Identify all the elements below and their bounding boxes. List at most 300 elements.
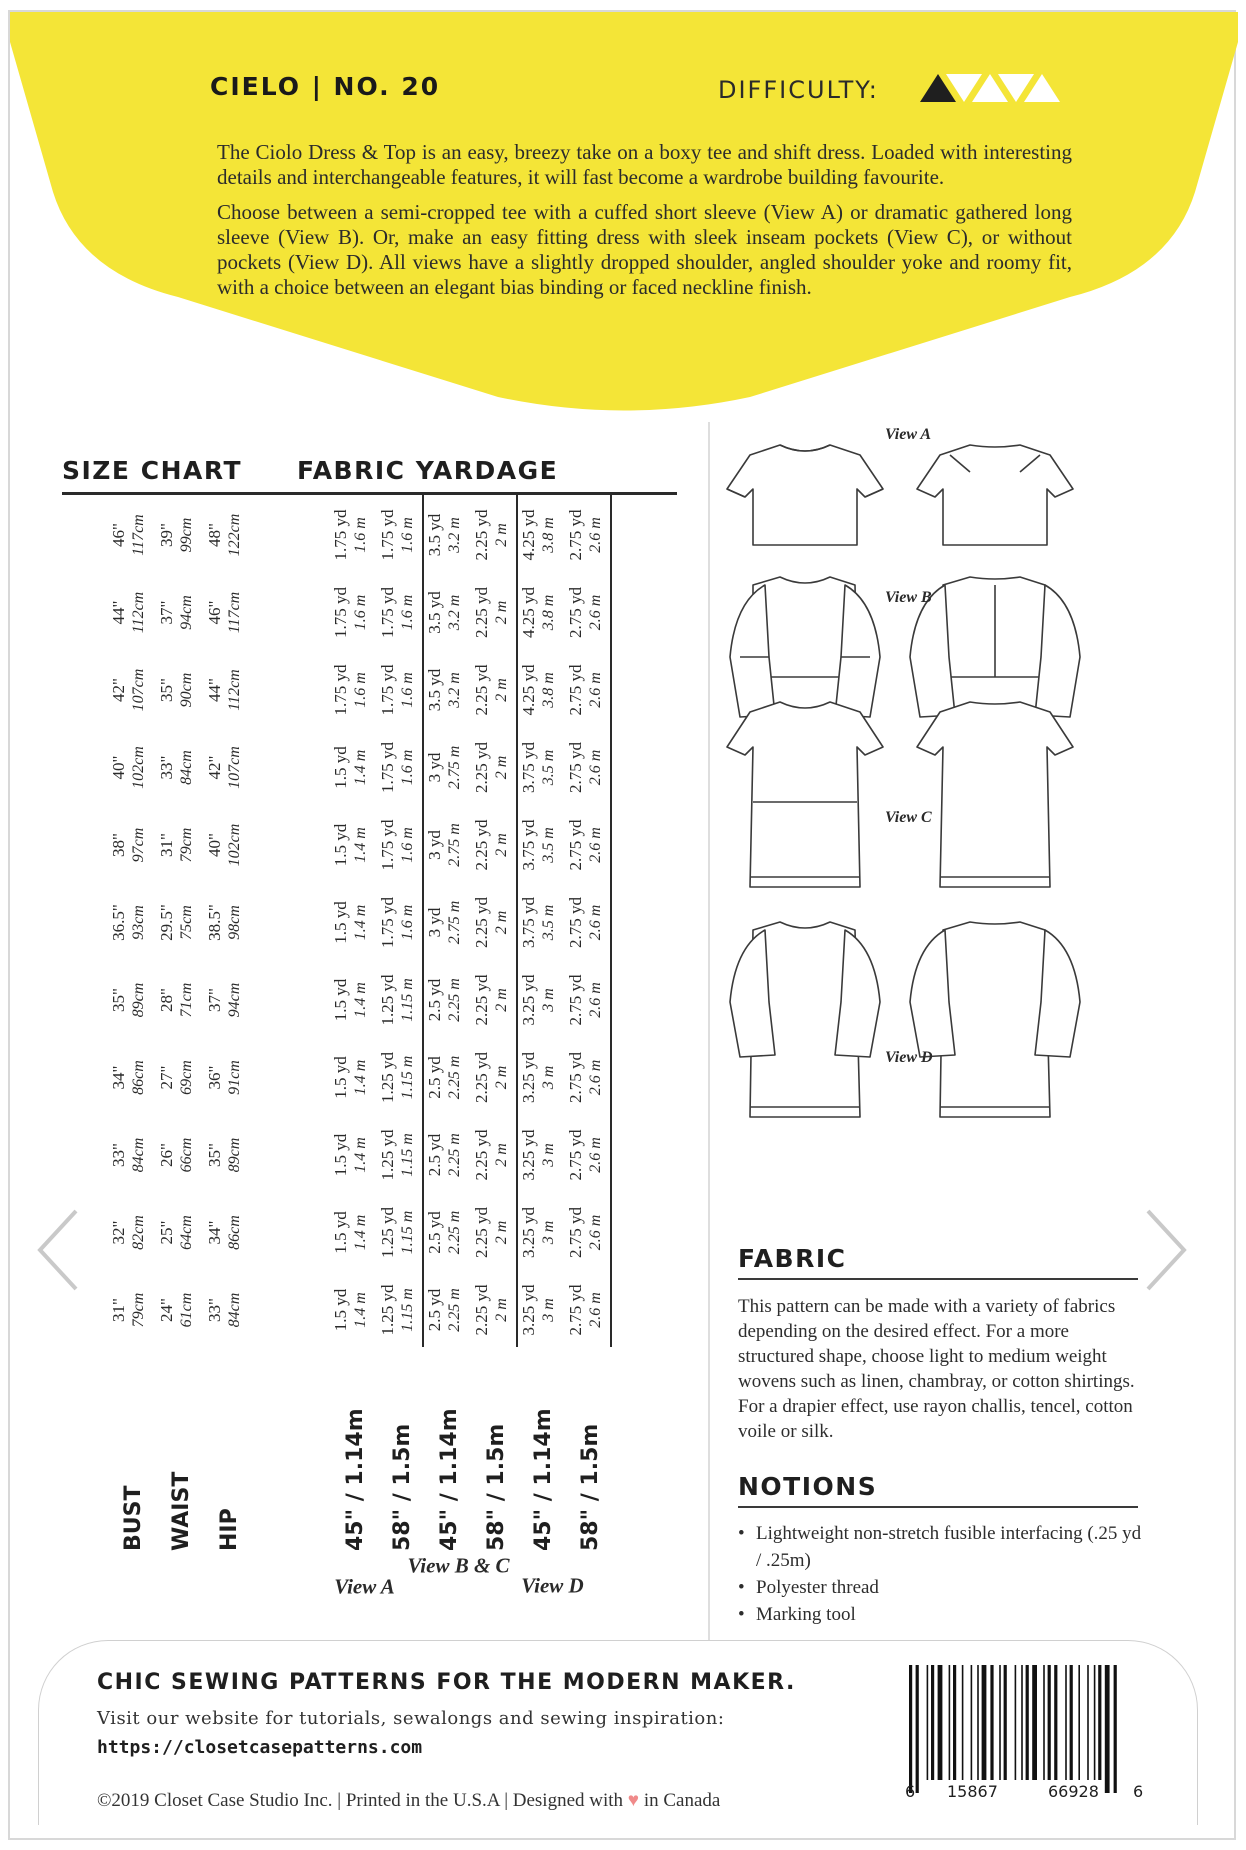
view-d-label: View D (885, 1049, 933, 1066)
barcode-bar (1021, 1665, 1023, 1780)
barcode-bar (1043, 1665, 1045, 1780)
yardage-value: 4.25 yd (519, 587, 538, 638)
yardage-value-m: 2 m (493, 1143, 510, 1167)
yardage-row-label: 58" / 1.5m (483, 1423, 509, 1551)
yardage-value: 2.75 yd (566, 1284, 585, 1336)
barcode-bar (999, 1665, 1001, 1780)
yardage-value: 2.75 yd (566, 974, 585, 1026)
copyright-text-start: ©2019 Closet Case Studio Inc. | Printed in the U.S.A | Designed with (97, 1790, 628, 1811)
yardage-row-label: 45" / 1.14m (342, 1408, 368, 1551)
size-value: 37" (157, 600, 176, 625)
view-b-front-drawing (730, 577, 880, 717)
yardage-value: 1.75 yd (378, 742, 397, 793)
yardage-value-m: 2.25 m (446, 1133, 463, 1177)
size-header: 12 (299, 833, 320, 857)
barcode-bar (953, 1665, 956, 1780)
size-header: 8 (67, 994, 88, 1006)
yardage-row-label: 45" / 1.14m (436, 1408, 462, 1551)
size-header: 14 (67, 755, 88, 780)
yardage-value: 1.25 yd (378, 974, 397, 1026)
yardage-value-m: 2.75 m (446, 900, 463, 945)
size-value-cm: 61cm (178, 1292, 195, 1328)
yardage-value: 1.75 yd (331, 509, 350, 561)
pattern-envelope (8, 10, 1236, 1840)
yardage-value-m: 2.25 m (446, 1288, 463, 1332)
copyright-text-end: in Canada (639, 1790, 721, 1811)
yardage-value: 1.5 yd (331, 978, 350, 1022)
size-value: 46" (205, 600, 224, 625)
size-header: 6 (299, 1071, 320, 1084)
size-value: 33" (205, 1298, 224, 1322)
size-value-cm: 79cm (178, 827, 195, 863)
yardage-value-m: 1.6 m (399, 672, 416, 708)
yardage-value: 1.5 yd (331, 901, 350, 944)
yardage-value: 2.25 yd (472, 974, 491, 1026)
yardage-value: 3.25 yd (519, 1052, 538, 1103)
yardage-value: 1.5 yd (331, 823, 350, 867)
size-header: 18 (67, 600, 88, 625)
size-header: 2 (67, 1226, 88, 1239)
barcode-bar (1070, 1665, 1073, 1780)
size-value-cm: 84cm (178, 750, 195, 785)
yardage-value: 3.25 yd (519, 974, 538, 1026)
size-value: 32" (109, 1220, 128, 1245)
column-divider (708, 422, 710, 1652)
size-value-cm: 94cm (226, 982, 243, 1018)
size-value: 31" (157, 833, 176, 857)
barcode-bar (927, 1665, 929, 1780)
notions-heading-rule (738, 1506, 1138, 1508)
size-value: 39" (157, 523, 176, 547)
size-header: 0 (299, 1304, 320, 1316)
yardage-value-m: 1.4 m (352, 749, 369, 786)
size-value: 44" (109, 600, 128, 625)
yardage-value: 3.25 yd (519, 1129, 538, 1181)
yardage-value: 1.75 yd (378, 509, 397, 561)
size-value: 34" (205, 1220, 224, 1245)
view-c-front-drawing (727, 702, 883, 887)
yardage-value-m: 2.6 m (587, 1292, 604, 1328)
size-header: 6 (67, 1071, 88, 1084)
yardage-value-m: 1.15 m (399, 978, 416, 1022)
yardage-value: 1.5 yd (331, 1288, 350, 1332)
yardage-value: 3 yd (425, 752, 444, 783)
yardage-row-label: 45" / 1.14m (530, 1408, 556, 1551)
size-value-cm: 64cm (178, 1215, 195, 1250)
size-value-cm: 112cm (226, 669, 243, 711)
view-c-label: View C (885, 809, 932, 826)
yardage-value: 2.5 yd (425, 1211, 444, 1254)
yardage-value-m: 2.6 m (587, 672, 604, 708)
yardage-value: 2.75 yd (566, 819, 585, 871)
size-header: 4 (67, 1149, 88, 1161)
yardage-value-m: 2.6 m (587, 1214, 604, 1251)
yardage-value-m: 2.6 m (587, 1059, 604, 1096)
size-value-cm: 117cm (130, 514, 147, 556)
size-header: 20 (299, 523, 320, 547)
yardage-value: 3.5 yd (425, 513, 444, 557)
size-value: 48" (205, 523, 224, 547)
size-value: 25" (157, 1220, 176, 1245)
yardage-value-m: 1.6 m (399, 594, 416, 631)
footer-visit-text: Visit our website for tutorials, sewalongs and sewing inspiration: (97, 1708, 725, 1729)
copyright-line (97, 1790, 720, 1812)
barcode-bar (1078, 1665, 1080, 1780)
yardage-row-label: 58" / 1.5m (389, 1423, 415, 1551)
size-value: 42" (205, 755, 224, 780)
yardage-value: 1.75 yd (331, 664, 350, 716)
yardage-value-m: 2.6 m (587, 749, 604, 786)
notions-item: • Marking tool (738, 1601, 1148, 1628)
size-header: 12 (67, 833, 88, 857)
yardage-value: 2.25 yd (472, 1284, 491, 1336)
chevron-right-icon[interactable] (1140, 1205, 1192, 1295)
yardage-value: 2.25 yd (472, 742, 491, 793)
yardage-value-m: 2 m (493, 678, 510, 702)
yardage-value: 1.75 yd (378, 664, 397, 716)
yardage-value: 3 yd (425, 907, 444, 938)
barcode-digit-group: 6 (905, 1782, 916, 1801)
yardage-value: 2.75 yd (566, 664, 585, 716)
size-value-cm: 90cm (178, 672, 195, 708)
size-value-cm: 79cm (130, 1292, 147, 1328)
size-header: 14 (299, 755, 320, 780)
size-chart-heading: SIZE CHART (62, 456, 243, 485)
yardage-value: 2.25 yd (472, 897, 491, 948)
barcode-digits (905, 1782, 1145, 1806)
yardage-value-m: 1.15 m (399, 1210, 416, 1255)
yardage-value: 3.5 yd (425, 668, 444, 712)
yardage-value-m: 1.6 m (352, 517, 369, 553)
pattern-title: CIELO | NO. 20 (210, 72, 441, 101)
size-value-cm: 94cm (178, 595, 195, 630)
yardage-value-m: 3 m (540, 1065, 557, 1090)
yardage-value-m: 1.6 m (399, 749, 416, 786)
chevron-left-icon[interactable] (32, 1205, 84, 1295)
yardage-value: 2.25 yd (472, 587, 491, 638)
barcode-bar (938, 1665, 943, 1780)
yardage-value: 1.5 yd (331, 1211, 350, 1254)
barcode-digit-group: 66928 (1048, 1782, 1099, 1801)
yardage-value-m: 1.15 m (399, 1055, 416, 1100)
yardage-value-m: 3.2 m (446, 517, 463, 553)
size-value-cm: 107cm (226, 746, 243, 789)
barcode-bar (1054, 1665, 1057, 1780)
size-header: 16 (67, 678, 88, 702)
yardage-view-label: View A (334, 1574, 395, 1599)
notions-item: • Lightweight non-stretch fusible interfacing (.25 yd / .25m) (738, 1520, 1148, 1574)
barcode-bar (1026, 1665, 1029, 1780)
website-link[interactable]: https://closetcasepatterns.com (97, 1737, 423, 1758)
yardage-value: 2.25 yd (472, 819, 491, 871)
barcode-bar (977, 1665, 979, 1780)
yardage-value-m: 1.6 m (399, 904, 416, 941)
size-value: 35" (109, 988, 128, 1012)
intro-paragraph-2: Choose between a semi-cropped tee with a cuffed short sleeve (View A) or dramatic gathered long sleeve (View B). Or, make an easy fitting dress with sleek inseam pockets (View C), or without pockets (View D). All views have a slightly dropped shoulder, angled shoulder yoke and roomy fit, with a choice between an elegant bias binding or faced neckline finish. (217, 200, 1072, 299)
yardage-value: 4.25 yd (519, 664, 538, 716)
heart-icon: ♥ (627, 1790, 640, 1811)
yardage-value: 3 yd (425, 830, 444, 860)
barcode-bar (1114, 1665, 1117, 1793)
size-header: 10 (67, 910, 88, 935)
yardage-value-m: 3 m (540, 1143, 557, 1167)
barcode-bar (909, 1665, 912, 1793)
barcode-bar (990, 1665, 993, 1780)
yardage-value: 1.5 yd (331, 746, 350, 789)
fabric-yardage-heading: FABRIC YARDAGE (297, 456, 559, 485)
size-value-cm: 86cm (226, 1215, 243, 1250)
fabric-description: This pattern can be made with a variety of fabrics depending on the desired effect. For a more structured shape, choose light to medium weight wovens such as linen, chambray, or cotton shirtings. For a drapier effect, use rayon challis, tencel, cotton voile or silk. (738, 1296, 1135, 1442)
size-value: 24" (157, 1298, 176, 1322)
yardage-value: 2.75 yd (566, 587, 585, 638)
yardage-value-m: 1.4 m (352, 827, 369, 863)
size-value: 28" (157, 988, 176, 1012)
yardage-value: 2.5 yd (425, 1133, 444, 1177)
size-row-label: WAIST (168, 1471, 194, 1551)
yardage-value: 1.75 yd (331, 587, 350, 638)
yardage-value: 1.5 yd (331, 1056, 350, 1099)
difficulty-label: DIFFICULTY: (718, 76, 879, 104)
barcode-bar (916, 1665, 919, 1793)
yardage-value: 3.75 yd (519, 897, 538, 948)
yardage-value: 2.25 yd (472, 664, 491, 716)
yardage-value: 1.75 yd (378, 587, 397, 638)
yardage-value-m: 1.4 m (352, 904, 369, 941)
barcode-bar (1048, 1665, 1051, 1780)
yardage-value: 1.75 yd (378, 897, 397, 948)
yardage-value-m: 1.4 m (352, 1214, 369, 1251)
yardage-value-m: 3.5 m (540, 749, 557, 786)
size-value: 27" (157, 1065, 176, 1090)
size-value-cm: 93cm (130, 905, 147, 940)
yardage-value-m: 3.2 m (446, 594, 463, 631)
yardage-value-m: 2.6 m (587, 1137, 604, 1173)
yardage-value: 2.5 yd (425, 1056, 444, 1099)
view-a-label: View A (885, 427, 932, 443)
barcode-bar (971, 1665, 973, 1780)
yardage-value-m: 2 m (493, 988, 510, 1012)
yardage-value-m: 1.4 m (352, 1292, 369, 1328)
view-b-back-drawing (910, 577, 1080, 717)
size-value: 31" (109, 1298, 128, 1322)
yardage-value: 2.25 yd (472, 1052, 491, 1103)
size-value-cm: 122cm (226, 513, 243, 557)
size-header: 0 (67, 1304, 88, 1316)
yardage-value: 2.75 yd (566, 1052, 585, 1103)
yardage-value-m: 2.6 m (587, 982, 604, 1018)
size-value: 42" (109, 678, 128, 702)
size-value-cm: 66cm (178, 1137, 195, 1173)
yardage-value-m: 2.25 m (446, 1055, 463, 1100)
size-value: 40" (205, 833, 224, 857)
barcode-bar (1087, 1665, 1089, 1780)
size-value-cm: 71cm (178, 982, 195, 1018)
size-value: 46" (109, 523, 128, 547)
yardage-view-label: View D (521, 1573, 584, 1598)
yardage-value: 2.75 yd (566, 742, 585, 793)
yardage-value: 2.75 yd (566, 509, 585, 561)
yardage-value-m: 2.25 m (446, 978, 463, 1022)
barcode-bar (1098, 1665, 1101, 1780)
size-value-cm: 91cm (226, 1060, 243, 1095)
view-b-label: View B (885, 589, 932, 606)
barcode-bar (1065, 1665, 1067, 1780)
size-and-yardage-table (62, 492, 677, 1599)
size-value: 26" (157, 1143, 176, 1167)
yardage-value: 2.25 yd (472, 1129, 491, 1181)
yardage-value: 3.75 yd (519, 819, 538, 871)
notions-list (738, 1520, 1148, 1628)
barcode-bar (949, 1665, 951, 1780)
size-value-cm: 102cm (226, 823, 243, 867)
yardage-value-m: 2 m (493, 1065, 510, 1090)
group-divider (610, 492, 612, 1347)
yardage-value-m: 2.75 m (446, 745, 463, 790)
yardage-value: 2.75 yd (566, 1207, 585, 1258)
yardage-value-m: 3.8 m (540, 594, 557, 631)
size-value: 40" (109, 755, 128, 780)
yardage-value: 2.25 yd (472, 509, 491, 561)
size-value: 36.5" (109, 904, 128, 941)
garment-illustrations (725, 427, 1155, 1237)
barcode-digit-group: 15867 (947, 1782, 998, 1801)
size-value-cm: 98cm (226, 905, 243, 940)
yardage-value-m: 1.4 m (352, 982, 369, 1018)
yardage-value-m: 1.6 m (399, 827, 416, 863)
barcode-bar (982, 1665, 987, 1780)
yardage-value-m: 2.75 m (446, 823, 463, 867)
size-value: 35" (205, 1143, 224, 1167)
yardage-value-m: 2.6 m (587, 904, 604, 941)
size-value: 38" (109, 833, 128, 857)
barcode-bar (1004, 1665, 1007, 1780)
yardage-value-m: 2 m (493, 833, 510, 857)
barcode-bar (1105, 1665, 1110, 1793)
yardage-view-label: View B & C (407, 1553, 510, 1578)
size-value-cm: 84cm (226, 1292, 243, 1328)
size-header: 4 (299, 1149, 320, 1161)
yardage-value-m: 1.15 m (399, 1288, 416, 1332)
difficulty-rating (920, 72, 1060, 104)
yardage-value: 2.5 yd (425, 978, 444, 1022)
size-header: 10 (299, 910, 320, 935)
yardage-value: 2.75 yd (566, 1129, 585, 1181)
yardage-value: 3.5 yd (425, 591, 444, 634)
fabric-heading: FABRIC (738, 1244, 847, 1273)
fabric-heading-rule (738, 1278, 1138, 1280)
size-value-cm: 112cm (130, 591, 147, 634)
yardage-value-m: 2 m (493, 523, 510, 547)
yardage-value-m: 1.6 m (399, 517, 416, 553)
size-value-cm: 86cm (130, 1060, 147, 1095)
yardage-value-m: 2.6 m (587, 827, 604, 863)
intro-paragraph-1: The Ciolo Dress & Top is an easy, breezy take on a boxy tee and shift dress. Loaded with interesting details and interchangeable features, it will fast become a wardrobe building favourite. (217, 140, 1072, 189)
yardage-value-m: 2 m (493, 600, 510, 625)
yardage-value: 2.75 yd (566, 897, 585, 948)
size-value-cm: 89cm (226, 1137, 243, 1173)
yardage-value: 1.25 yd (378, 1284, 397, 1336)
size-value-cm: 69cm (178, 1060, 195, 1095)
view-a-back-drawing (917, 445, 1073, 545)
yardage-value-m: 2.25 m (446, 1210, 463, 1255)
yardage-value-m: 3 m (540, 988, 557, 1012)
yardage-value: 1.25 yd (378, 1052, 397, 1103)
yardage-value-m: 3 m (540, 1220, 557, 1245)
yardage-value: 1.25 yd (378, 1207, 397, 1258)
size-value: 34" (109, 1065, 128, 1090)
size-value-cm: 75cm (178, 905, 195, 940)
size-header: 20 (67, 523, 88, 547)
yardage-value-m: 1.4 m (352, 1137, 369, 1173)
size-value: 44" (205, 678, 224, 702)
yardage-value: 1.75 yd (378, 819, 397, 871)
yardage-value: 3.25 yd (519, 1284, 538, 1336)
barcode-bar (1032, 1665, 1037, 1780)
barcode-digit-group: 6 (1133, 1782, 1144, 1801)
yardage-value-m: 2 m (493, 1220, 510, 1245)
size-value-cm: 102cm (130, 746, 147, 789)
yardage-value: 1.5 yd (331, 1133, 350, 1177)
view-d-front-drawing (730, 922, 880, 1117)
footer-tagline: CHIC SEWING PATTERNS FOR THE MODERN MAKER. (97, 1670, 796, 1695)
yardage-value: 1.25 yd (378, 1129, 397, 1181)
yardage-value-m: 3.8 m (540, 672, 557, 708)
size-value-cm: 82cm (130, 1215, 147, 1250)
size-value-cm: 97cm (130, 827, 147, 863)
yardage-value-m: 3.2 m (446, 672, 463, 708)
yardage-value: 3.75 yd (519, 742, 538, 793)
yardage-value: 2.25 yd (472, 1207, 491, 1258)
size-header: 18 (299, 600, 320, 625)
yardage-value-m: 1.6 m (352, 672, 369, 708)
yardage-value: 4.25 yd (519, 509, 538, 561)
view-a-front-drawing (727, 445, 883, 545)
yardage-value-m: 3 m (540, 1298, 557, 1322)
size-value: 38.5" (205, 904, 224, 941)
size-row-label: BUST (120, 1485, 146, 1551)
yardage-value-m: 1.4 m (352, 1059, 369, 1096)
barcode-bar (1094, 1665, 1096, 1780)
size-value-cm: 107cm (130, 668, 147, 712)
size-header: 2 (299, 1226, 320, 1239)
yardage-value-m: 2.6 m (587, 594, 604, 631)
yardage-value-m: 3.8 m (540, 517, 557, 553)
size-value-cm: 99cm (178, 517, 195, 553)
size-value: 37" (205, 988, 224, 1012)
yardage-value-m: 2.6 m (587, 517, 604, 553)
barcode-bar (1015, 1665, 1017, 1780)
barcode-bar (962, 1665, 964, 1780)
yardage-value: 3.25 yd (519, 1207, 538, 1258)
size-value: 33" (109, 1143, 128, 1167)
yardage-value-m: 2 m (493, 910, 510, 935)
yardage-row-label: 58" / 1.5m (577, 1423, 603, 1551)
size-value: 35" (157, 678, 176, 702)
notions-heading: NOTIONS (738, 1472, 878, 1501)
yardage-value-m: 2 m (493, 1298, 510, 1322)
notions-item: • Polyester thread (738, 1574, 1148, 1601)
size-header: 16 (299, 678, 320, 702)
yardage-value-m: 3.5 m (540, 827, 557, 863)
yardage-value-m: 2 m (493, 755, 510, 780)
size-value: 36" (205, 1065, 224, 1090)
view-d-back-drawing (910, 922, 1080, 1117)
yardage-value-m: 3.5 m (540, 904, 557, 941)
size-value-cm: 117cm (226, 591, 243, 634)
yardage-value-m: 1.15 m (399, 1133, 416, 1177)
yardage-value: 2.5 yd (425, 1288, 444, 1332)
size-row-label: HIP (216, 1508, 242, 1551)
